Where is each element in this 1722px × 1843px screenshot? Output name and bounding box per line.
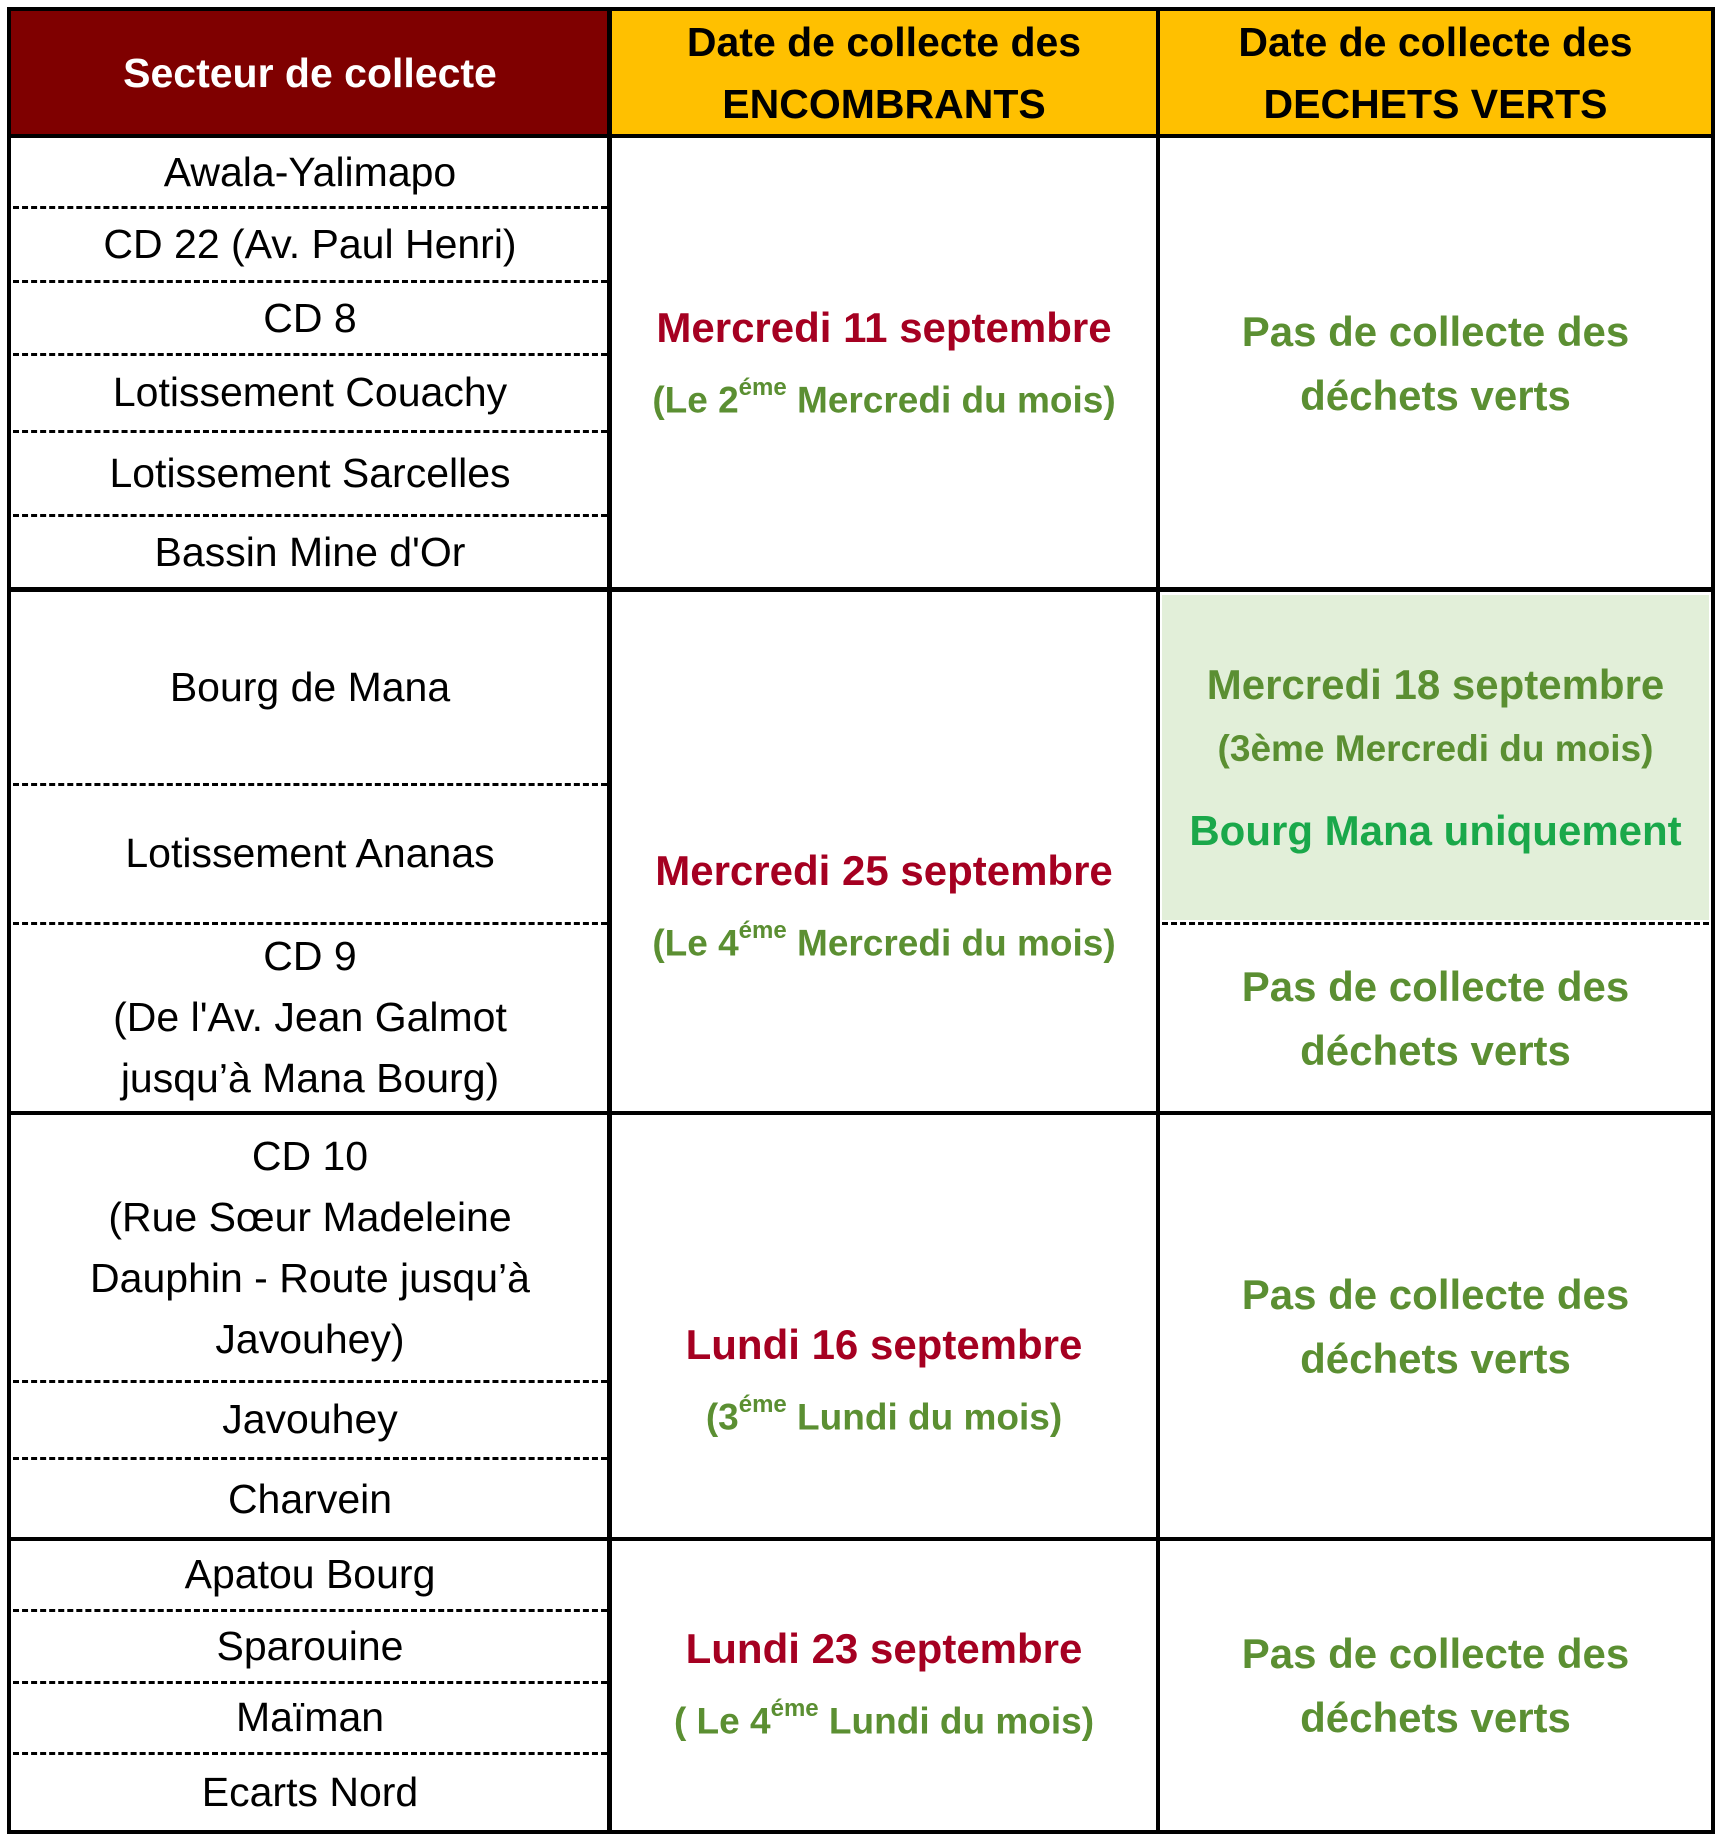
header-sector (10, 10, 610, 135)
table-border-right (1711, 7, 1715, 1834)
sector-label: CD 10 (251, 1132, 369, 1179)
green-waste-date: Mercredi 18 septembre (1206, 660, 1665, 708)
sector-cell (13, 517, 607, 587)
no-collection-line1: Pas de collecte des (1241, 308, 1630, 355)
sector-cell (13, 1383, 607, 1456)
dechets-verts-cell (1159, 925, 1712, 1112)
sector-cell (13, 209, 607, 279)
sector-label: Lotissement Ananas (125, 830, 495, 876)
dechets-verts-highlight-cell (1162, 595, 1709, 920)
encombrants-date: Lundi 23 septembre (685, 1625, 1083, 1673)
sector-label: Bassin Mine d'Or (154, 528, 466, 575)
sector-label: CD 22 (Av. Paul Henri) (103, 220, 517, 267)
sector-cell (13, 1460, 607, 1538)
header-dechets-verts (1159, 10, 1712, 135)
encombrants-date: Mercredi 11 septembre (656, 303, 1112, 351)
encombrants-frequency: (Le $2^{éme}$ Mercredi du mois) (652, 373, 1116, 421)
encombrants-date-cell (612, 1115, 1156, 1538)
column-separator (607, 7, 612, 1834)
sector-label: CD 8 (263, 294, 357, 341)
sector-cell (13, 1541, 607, 1608)
dechets-verts-cell (1159, 1541, 1712, 1830)
column-separator (1156, 7, 1160, 1834)
dechets-verts-cell (1159, 138, 1712, 590)
green-waste-note: Bourg Mana uniquement (1189, 806, 1682, 854)
sector-cell (13, 138, 607, 207)
sector-cell (13, 283, 607, 353)
sector-label: Apatou Bourg (184, 1551, 436, 1597)
sector-label: Sparouine (216, 1622, 404, 1669)
sector-label: (De l'Av. Jean Galmot (113, 993, 507, 1040)
sector-label: Awala-Yalimapo (163, 149, 457, 195)
sector-label: Javouhey) (215, 1315, 405, 1362)
sector-cell (13, 1612, 607, 1680)
sector-label: Charvein (227, 1475, 393, 1522)
header-encombrants-line2: ENCOMBRANTS (722, 80, 1046, 127)
encombrants-frequency: (Le $4^{éme}$ Mercredi du mois) (652, 916, 1116, 964)
sector-label: (Rue Sœur Madeleine (108, 1193, 512, 1240)
sector-cell (13, 592, 607, 782)
sector-label: Javouhey (222, 1396, 398, 1442)
table-border-bottom (7, 1830, 1715, 1834)
dechets-verts-cell (1159, 1115, 1712, 1538)
sector-label: Maïman (235, 1694, 385, 1740)
row-separator (7, 587, 1715, 592)
encombrants-frequency: ($3^{éme}$ Lundi du mois) (705, 1391, 1063, 1438)
header-dechets-line1: Date de collecte des (1238, 18, 1633, 65)
sector-cell (13, 922, 607, 1112)
no-collection-line1: Pas de collecte des (1241, 962, 1630, 1010)
encombrants-date: Lundi 16 septembre (685, 1321, 1083, 1369)
no-collection-line1: Pas de collecte des (1241, 1270, 1630, 1318)
encombrants-date-cell (612, 1541, 1156, 1830)
header-dechets-line2: DECHETS VERTS (1263, 80, 1608, 127)
sector-label: Lotissement Couachy (112, 369, 508, 415)
row-separator (7, 1111, 1715, 1115)
table-border-left (7, 7, 11, 1834)
row-separator (7, 134, 1715, 138)
sector-cell (13, 433, 607, 513)
header-sector-label: Secteur de collecte (123, 49, 497, 96)
sector-label: jusqu’à Mana Bourg) (120, 1054, 500, 1101)
sector-cell (13, 786, 607, 921)
sector-cell (13, 356, 607, 429)
no-collection-line2: déchets verts (1300, 1026, 1571, 1074)
encombrants-date-cell (612, 138, 1156, 590)
sector-label: CD 9 (263, 932, 357, 979)
sector-cell (13, 1115, 607, 1380)
no-collection-line2: déchets verts (1300, 372, 1571, 419)
sector-label: Lotissement Sarcelles (109, 449, 511, 496)
encombrants-frequency: ( Le $4^{éme}$ Lundi du mois) (673, 1695, 1095, 1742)
sector-label: Ecarts Nord (201, 1769, 419, 1815)
header-encombrants-line1: Date de collecte des (686, 18, 1082, 65)
row-separator (7, 1537, 1715, 1541)
table-border-top (7, 7, 1715, 11)
sector-label: Dauphin - Route jusqu’à (90, 1254, 530, 1301)
green-waste-frequency: (3ème Mercredi du mois) (1217, 727, 1654, 769)
no-collection-line2: déchets verts (1300, 1693, 1571, 1741)
sector-cell (13, 1684, 607, 1751)
header-encombrants (612, 10, 1156, 135)
sector-label: Bourg de Mana (169, 663, 451, 710)
encombrants-date: Mercredi 25 septembre (655, 846, 1113, 894)
no-collection-line2: déchets verts (1300, 1334, 1571, 1382)
encombrants-date-cell (612, 592, 1156, 1112)
sector-cell (13, 1755, 607, 1830)
no-collection-line1: Pas de collecte des (1241, 1629, 1630, 1677)
